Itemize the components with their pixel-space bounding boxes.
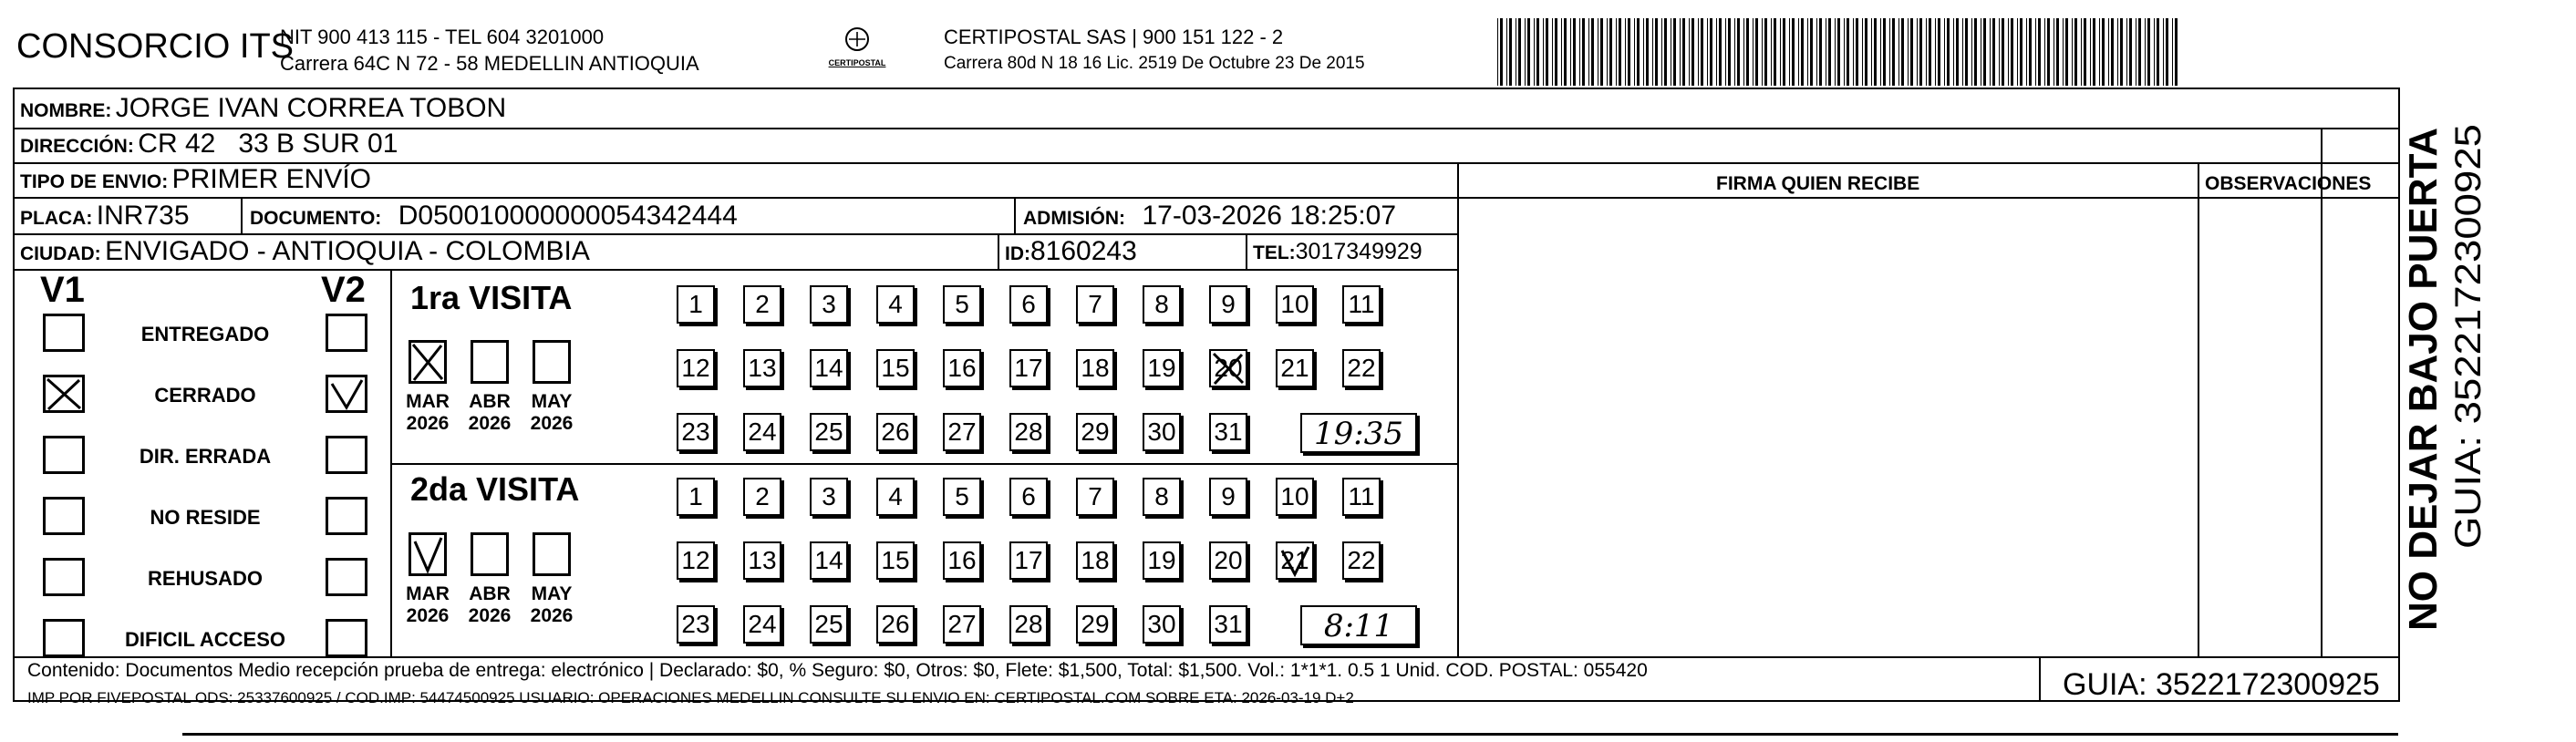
- status-label: NO RESIDE: [150, 506, 261, 529]
- barcode-bar: [1816, 18, 1817, 86]
- day-box: 1: [677, 478, 715, 516]
- day-box: 18: [1076, 349, 1114, 387]
- observaciones-label: OBSERVACIONES: [2205, 173, 2372, 194]
- barcode-bar: [1728, 18, 1731, 86]
- day-box: 10: [1276, 478, 1314, 516]
- barcode-bar: [1862, 18, 1863, 86]
- barcode-bar: [2154, 18, 2155, 86]
- barcode-bar: [1783, 18, 1785, 86]
- nombre-row: [20, 93, 506, 124]
- barcode-bar: [1552, 18, 1553, 86]
- day-box: 8: [1143, 285, 1181, 324]
- barcode-bar: [1898, 18, 1899, 86]
- month-box: [533, 532, 571, 576]
- v2-checkbox: [326, 436, 367, 474]
- day-box: 4: [876, 285, 915, 324]
- status-label: DIFICIL ACCESO: [124, 628, 285, 651]
- barcode-bar: [1935, 18, 1936, 86]
- barcode-bar: [2093, 18, 2095, 86]
- barcode-bar: [1798, 18, 1799, 86]
- barcode-bar: [2065, 18, 2068, 86]
- day-box: 16: [943, 349, 981, 387]
- barcode-bar: [1926, 18, 1927, 86]
- ciudad-label: CIUDAD:: [20, 243, 101, 264]
- v2-checkbox: [326, 375, 367, 413]
- barcode-bar: [1546, 18, 1548, 86]
- day-box: 24: [743, 413, 781, 451]
- v1-checkbox: [43, 436, 85, 474]
- admision-cell: [1023, 201, 1396, 232]
- certipostal-logo: [825, 26, 889, 69]
- day-box: 26: [876, 413, 915, 451]
- barcode-bar: [2126, 18, 2127, 86]
- day-box: 23: [677, 605, 715, 644]
- visit2-title: 2da VISITA: [410, 470, 580, 508]
- day-box: 22: [1342, 541, 1381, 580]
- day-box: 31: [1209, 605, 1247, 644]
- barcode-bar: [1999, 18, 2000, 86]
- footer-guia: GUIA: 3522172300925: [2063, 667, 2380, 702]
- barcode-bar: [2163, 18, 2164, 86]
- barcode-bar: [1643, 18, 1644, 86]
- barcode-bar: [1792, 18, 1795, 86]
- day-box: 28: [1009, 605, 1048, 644]
- barcode-bar: [2011, 18, 2013, 86]
- logo-text: CERTIPOSTAL: [828, 58, 886, 67]
- company-address: Carrera 64C N 72 - 58 MEDELLIN ANTIOQUIA: [280, 52, 699, 75]
- barcode-bar: [1500, 18, 1503, 86]
- barcode-bar: [1689, 18, 1690, 86]
- tel-value: 3017349929: [1295, 239, 1422, 264]
- barcode-bar: [1901, 18, 1904, 86]
- admision-value: 17-03-2026 18:25:07: [1142, 201, 1397, 231]
- id-label: ID:: [1005, 243, 1030, 264]
- barcode-bar: [1701, 18, 1703, 86]
- barcode-bar: [1990, 18, 1991, 86]
- barcode-bar: [1609, 18, 1612, 86]
- day-box: 25: [810, 605, 848, 644]
- barcode-bar: [1746, 18, 1749, 86]
- year-label: 2026: [530, 605, 574, 626]
- footer-contenido: Contenido: Documentos Medio recepción prueba de entrega: electrónico | Declarado: $0, % Seguro: $0, Otros: $0, Flete: $1,500, Total: $1,500. Vol.: 1*1*1. 0.5 1 Unid. COD. POSTAL: 055420: [27, 660, 1648, 681]
- barcode-bar: [2145, 18, 2146, 86]
- barcode-bar: [2081, 18, 2082, 86]
- v1-checkbox: [43, 314, 85, 352]
- direccion-value: CR 42 33 B SUR 01: [138, 129, 398, 159]
- v1-checkbox: [43, 497, 85, 535]
- month-label: MAR: [406, 583, 450, 604]
- ciudad-value: ENVIGADO - ANTIOQUIA - COLOMBIA: [105, 236, 590, 266]
- barcode-bar: [1555, 18, 1557, 86]
- day-box: 13: [743, 541, 781, 580]
- day-box: 31: [1209, 413, 1247, 451]
- day-box: 20: [1209, 541, 1247, 580]
- status-label: CERRADO: [154, 384, 256, 407]
- barcode-bar: [1953, 18, 1954, 86]
- barcode-bar: [2002, 18, 2004, 86]
- barcode-bar: [2038, 18, 2041, 86]
- day-box: 18: [1076, 541, 1114, 580]
- barcode-bar: [2020, 18, 2023, 86]
- day-box: 23: [677, 413, 715, 451]
- barcode-bar: [1917, 18, 1918, 86]
- barcode-bar: [2102, 18, 2105, 86]
- id-cell: [1005, 236, 1137, 267]
- barcode-bar: [1737, 18, 1740, 86]
- day-box: 14: [810, 541, 848, 580]
- day-box: 12: [677, 349, 715, 387]
- barcode-bar: [1588, 18, 1589, 86]
- barcode-bar: [1734, 18, 1735, 86]
- barcode-bar: [1628, 18, 1630, 86]
- barcode-bar: [2111, 18, 2114, 86]
- day-box: 19: [1143, 349, 1181, 387]
- barcode-bar: [2090, 18, 2091, 86]
- barcode-bar: [2072, 18, 2073, 86]
- day-box: 2: [743, 285, 781, 324]
- day-box: 21: [1276, 349, 1314, 387]
- barcode-bar: [1543, 18, 1544, 86]
- carrier-info: [944, 24, 1365, 77]
- barcode-bar: [1983, 18, 1986, 86]
- ciudad-cell: [20, 236, 590, 267]
- day-box: 3: [810, 478, 848, 516]
- barcode-bar: [2108, 18, 2109, 86]
- barcode-bar: [1853, 18, 1854, 86]
- barcode-bar: [1971, 18, 1972, 86]
- documento-label: DOCUMENTO:: [250, 208, 382, 229]
- barcode-bar: [1710, 18, 1712, 86]
- barcode-bar: [1755, 18, 1758, 86]
- barcode-bar: [1819, 18, 1822, 86]
- barcode-bar: [1844, 18, 1845, 86]
- status-label: ENTREGADO: [140, 323, 270, 345]
- barcode-bar: [1534, 18, 1535, 86]
- barcode-bar: [1847, 18, 1849, 86]
- v2-checkbox: [326, 558, 367, 596]
- tipo-value: PRIMER ENVÍO: [171, 164, 372, 194]
- month-box: [409, 532, 447, 576]
- year-label: 2026: [468, 605, 512, 626]
- barcode-bar: [1908, 18, 1909, 86]
- barcode-bar: [2063, 18, 2064, 86]
- barcode-bar: [1789, 18, 1790, 86]
- barcode-bar: [2120, 18, 2123, 86]
- barcode-bar: [1573, 18, 1576, 86]
- barcode-bar: [2172, 18, 2173, 86]
- barcode-bar: [1607, 18, 1608, 86]
- v1-checkbox: [43, 558, 85, 596]
- barcode-bar: [1865, 18, 1867, 86]
- barcode-bar: [1634, 18, 1635, 86]
- barcode-bar: [2056, 18, 2059, 86]
- month-label: MAY: [531, 391, 573, 412]
- day-box: 22: [1342, 349, 1381, 387]
- barcode: [1495, 18, 2179, 86]
- barcode-bar: [1625, 18, 1626, 86]
- barcode-bar: [1509, 18, 1512, 86]
- barcode-bar: [1883, 18, 1886, 86]
- day-box: 4: [876, 478, 915, 516]
- barcode-bar: [1835, 18, 1836, 86]
- day-box: 9: [1209, 478, 1247, 516]
- visit1-title: 1ra VISITA: [410, 279, 573, 316]
- barcode-bar: [1497, 18, 1498, 86]
- barcode-bar: [1762, 18, 1763, 86]
- barcode-bar: [2138, 18, 2141, 86]
- barcode-bar: [1956, 18, 1959, 86]
- barcode-bar: [1527, 18, 1530, 86]
- barcode-bar: [1871, 18, 1872, 86]
- barcode-bar: [1874, 18, 1877, 86]
- barcode-bar: [2099, 18, 2100, 86]
- placa-value: INR735: [96, 201, 190, 231]
- day-box: 11: [1342, 478, 1381, 516]
- barcode-bar: [1707, 18, 1708, 86]
- v1-header: V1: [40, 270, 85, 310]
- v2-checkbox: [326, 497, 367, 535]
- barcode-bar: [1600, 18, 1603, 86]
- direccion-label: DIRECCIÓN:: [20, 136, 134, 157]
- barcode-bar: [1564, 18, 1567, 86]
- day-box: 26: [876, 605, 915, 644]
- day-box: 6: [1009, 478, 1048, 516]
- barcode-bar: [1807, 18, 1808, 86]
- day-box: 21: [1276, 541, 1314, 580]
- day-box: 29: [1076, 413, 1114, 451]
- barcode-bar: [1673, 18, 1676, 86]
- barcode-bar: [1691, 18, 1694, 86]
- barcode-bar: [1719, 18, 1722, 86]
- barcode-bar: [2017, 18, 2018, 86]
- day-box: 11: [1342, 285, 1381, 324]
- firma-label: FIRMA QUIEN RECIBE: [1716, 173, 1920, 194]
- day-box: 19: [1143, 541, 1181, 580]
- carrier-address: Carrera 80d N 18 16 Lic. 2519 De Octubre 23 De 2015: [944, 54, 1365, 73]
- month-box: [409, 340, 447, 384]
- barcode-bar: [1680, 18, 1681, 86]
- certipostal-logo-icon: [839, 26, 875, 57]
- barcode-bar: [1780, 18, 1781, 86]
- barcode-bar: [2166, 18, 2168, 86]
- barcode-bar: [1810, 18, 1813, 86]
- brand-name: CONSORCIO ITS: [16, 27, 295, 66]
- day-box: 10: [1276, 285, 1314, 324]
- barcode-bar: [1929, 18, 1931, 86]
- barcode-bar: [1962, 18, 1963, 86]
- tel-cell: [1253, 239, 1422, 265]
- status-label: DIR. ERRADA: [139, 445, 272, 468]
- barcode-bar: [1536, 18, 1539, 86]
- barcode-bar: [2008, 18, 2009, 86]
- day-box: 30: [1143, 413, 1181, 451]
- day-box: 7: [1076, 285, 1114, 324]
- barcode-bar: [2029, 18, 2032, 86]
- footer-imp: IMP POR FIVEPOSTAL ODS: 25337600925 / COD.IMP: 54474500925 USUARIO: OPERACIONES MEDELLIN CONSULTE SU ENVIO EN: CERTIPOSTAL.COM SOBRE ETA: 2026-03-19 D+2: [27, 689, 1354, 706]
- barcode-bar: [1837, 18, 1840, 86]
- v2-header: V2: [321, 270, 366, 310]
- barcode-bar: [1910, 18, 1913, 86]
- barcode-bar: [1992, 18, 1995, 86]
- barcode-bar: [1725, 18, 1726, 86]
- day-box: 27: [943, 413, 981, 451]
- barcode-bar: [1579, 18, 1580, 86]
- v1-checkbox: [43, 375, 85, 413]
- barcode-bar: [2117, 18, 2118, 86]
- barcode-bar: [1892, 18, 1895, 86]
- carrier-name: CERTIPOSTAL SAS | 900 151 122 - 2: [944, 26, 1284, 48]
- barcode-bar: [2175, 18, 2178, 86]
- barcode-bar: [1947, 18, 1950, 86]
- barcode-bar: [1974, 18, 1977, 86]
- nit-line: NIT 900 413 115 - TEL 604 3201000: [280, 26, 605, 48]
- visit-time: 8:11: [1300, 605, 1417, 645]
- day-box: 24: [743, 605, 781, 644]
- day-box: 6: [1009, 285, 1048, 324]
- admision-label: ADMISIÓN:: [1023, 208, 1125, 229]
- day-box: 7: [1076, 478, 1114, 516]
- barcode-bar: [1637, 18, 1640, 86]
- day-box: 29: [1076, 605, 1114, 644]
- day-box: 14: [810, 349, 848, 387]
- day-box: 5: [943, 478, 981, 516]
- month-label: ABR: [469, 391, 511, 412]
- barcode-bar: [1944, 18, 1945, 86]
- day-box: 3: [810, 285, 848, 324]
- day-box: 5: [943, 285, 981, 324]
- placa-label: PLACA:: [20, 208, 93, 229]
- barcode-bar: [1698, 18, 1699, 86]
- barcode-bar: [1743, 18, 1744, 86]
- barcode-bar: [1764, 18, 1767, 86]
- documento-cell: [250, 201, 738, 232]
- nombre-value: JORGE IVAN CORREA TOBON: [115, 93, 507, 123]
- barcode-bar: [1582, 18, 1585, 86]
- day-box: 13: [743, 349, 781, 387]
- day-box: 20: [1209, 349, 1247, 387]
- barcode-bar: [1856, 18, 1858, 86]
- barcode-bar: [2035, 18, 2036, 86]
- barcode-bar: [1801, 18, 1804, 86]
- year-label: 2026: [406, 605, 450, 626]
- side-warning: NO DEJAR BAJO PUERTA: [2401, 128, 2446, 631]
- month-label: MAR: [406, 391, 450, 412]
- barcode-bar: [1655, 18, 1658, 86]
- barcode-bar: [2084, 18, 2086, 86]
- barcode-bar: [1518, 18, 1521, 86]
- barcode-bar: [1965, 18, 1968, 86]
- side-guia: GUIA: 3522172300925: [2448, 175, 2488, 549]
- barcode-bar: [2129, 18, 2132, 86]
- day-box: 15: [876, 541, 915, 580]
- nombre-label: NOMBRE:: [20, 100, 112, 121]
- barcode-bar: [1561, 18, 1562, 86]
- barcode-bar: [2147, 18, 2150, 86]
- barcode-bar: [2157, 18, 2159, 86]
- day-box: 1: [677, 285, 715, 324]
- barcode-bar: [2047, 18, 2050, 86]
- barcode-bar: [1889, 18, 1890, 86]
- barcode-bar: [2026, 18, 2027, 86]
- tipo-row: [20, 164, 371, 195]
- documento-value: D050010000000054342444: [398, 201, 738, 231]
- tipo-label: TIPO DE ENVIO:: [20, 171, 169, 192]
- tel-label: TEL:: [1253, 242, 1296, 263]
- barcode-bar: [1938, 18, 1940, 86]
- barcode-bar: [2044, 18, 2045, 86]
- status-label: REHUSADO: [148, 567, 263, 590]
- id-value: 8160243: [1030, 236, 1137, 266]
- day-box: 8: [1143, 478, 1181, 516]
- day-box: 16: [943, 541, 981, 580]
- day-box: 12: [677, 541, 715, 580]
- barcode-bar: [1661, 18, 1662, 86]
- day-box: 17: [1009, 349, 1048, 387]
- year-label: 2026: [468, 413, 512, 434]
- barcode-bar: [1880, 18, 1881, 86]
- barcode-bar: [1919, 18, 1922, 86]
- month-box: [533, 340, 571, 384]
- barcode-bar: [1828, 18, 1831, 86]
- day-box: 25: [810, 413, 848, 451]
- barcode-bar: [1570, 18, 1571, 86]
- month-label: MAY: [531, 583, 573, 604]
- v2-checkbox: [326, 619, 367, 657]
- barcode-bar: [1682, 18, 1685, 86]
- bottom-rule: [182, 733, 2398, 736]
- barcode-bar: [2074, 18, 2077, 86]
- day-box: 15: [876, 349, 915, 387]
- day-box: 27: [943, 605, 981, 644]
- barcode-bar: [1652, 18, 1653, 86]
- barcode-bar: [1664, 18, 1667, 86]
- barcode-bar: [1771, 18, 1772, 86]
- day-box: 9: [1209, 285, 1247, 324]
- barcode-bar: [1753, 18, 1754, 86]
- day-box: 30: [1143, 605, 1181, 644]
- company-info: [280, 24, 699, 77]
- barcode-bar: [1506, 18, 1507, 86]
- barcode-bar: [1774, 18, 1776, 86]
- year-label: 2026: [530, 413, 574, 434]
- barcode-bar: [1716, 18, 1717, 86]
- day-box: 28: [1009, 413, 1048, 451]
- direccion-row: [20, 129, 398, 160]
- side-notice: [2391, 122, 2500, 633]
- day-box: 2: [743, 478, 781, 516]
- month-box: [471, 532, 509, 576]
- month-box: [471, 340, 509, 384]
- barcode-bar: [1646, 18, 1649, 86]
- day-box: 17: [1009, 541, 1048, 580]
- placa-cell: [20, 201, 190, 232]
- v2-checkbox: [326, 314, 367, 352]
- barcode-bar: [1525, 18, 1526, 86]
- barcode-bar: [1591, 18, 1594, 86]
- barcode-bar: [1619, 18, 1621, 86]
- v1-checkbox: [43, 619, 85, 657]
- barcode-bar: [1616, 18, 1617, 86]
- month-label: ABR: [469, 583, 511, 604]
- visit-time: 19:35: [1300, 413, 1417, 453]
- year-label: 2026: [406, 413, 450, 434]
